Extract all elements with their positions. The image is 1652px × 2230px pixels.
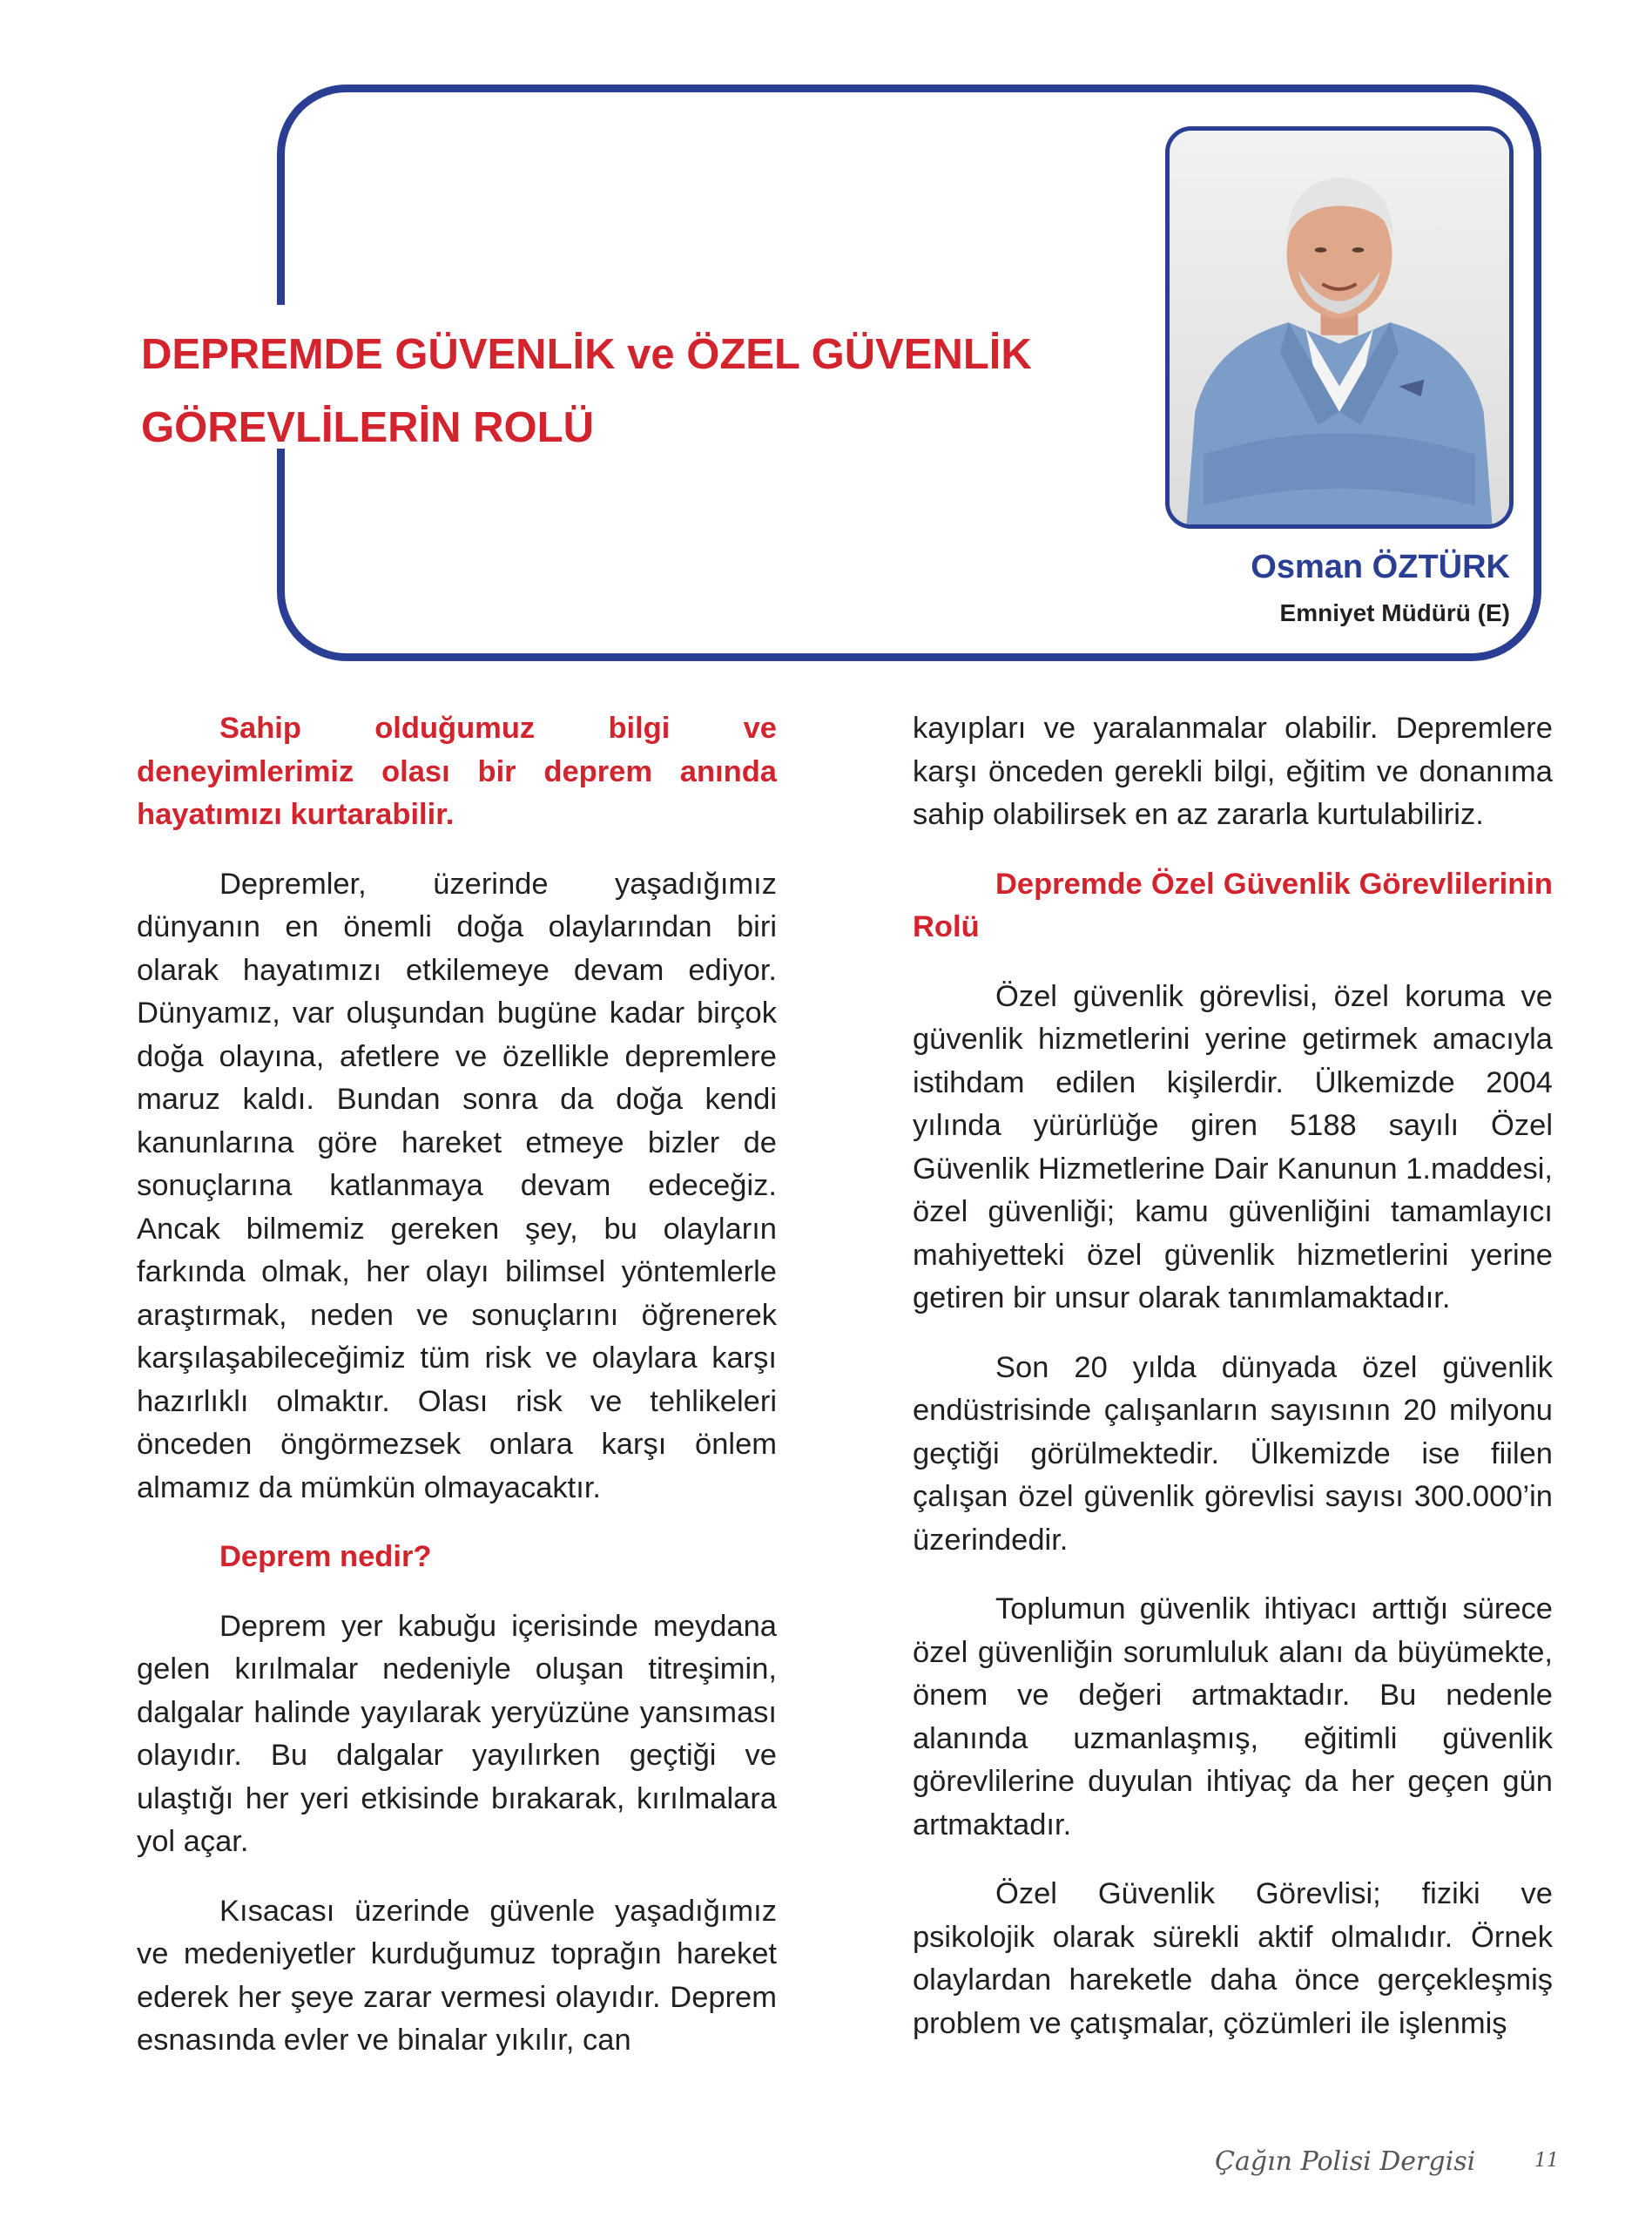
author-portrait-icon: [1170, 131, 1509, 524]
body-paragraph: Deprem yer kabuğu içerisinde meydana gelen kırılmalar nedeniyle oluşan titreşimin, dalgalar halinde yayılarak yeryüzüne yansıması olayıdır. Bu dalgalar yayılırken geçtiği ve ulaştığı her yeri etkisinde bırakarak, kırılmalara yol açar.: [137, 1609, 777, 1858]
article-title: DEPREMDE GÜVENLİK ve ÖZEL GÜVENLİK GÖREVLİLERİN ROLÜ: [141, 331, 1032, 451]
body-paragraph: Kısacası üzerinde güvenle yaşadığımız ve medeniyetler kurduğumuz toprağın hareket ederek her şeye zarar vermesi olayıdır. Deprem esnasında evler ve binalar yıkılır, can: [137, 1894, 777, 2057]
section-heading: Depremde Özel Güvenlik Görevlilerinin Rolü: [913, 867, 1553, 943]
body-paragraph: Son 20 yılda dünyada özel güvenlik endüstrisinde çalışanların sayısının 20 milyonu geçtiği görülmektedir. Ülkemizde ise fiilen çalışan özel güvenlik görevlisi sayısı 300.000’in üzerindedir.: [913, 1350, 1553, 1557]
author-photo: [1165, 126, 1514, 529]
body-paragraph: Özel Güvenlik Görevlisi; fiziki ve psikolojik olarak sürekli aktif olmalıdır. Örnek olaylardan hareketle daha önce gerçekleşmiş problem ve çatışmalar, çözümleri ile işlenmiş: [913, 1877, 1553, 2040]
body-paragraph: Depremler, üzerinde yaşadığımız dünyanın en önemli doğa olaylarından biri olarak hayatımızı etkilemeye devam ediyor. Dünyamız, var oluşundan bugüne kadar birçok doğa olayına, afetlere ve özellikle depremlere maruz kaldı. Bundan sonra da doğa kendi kanunlarına göre hareket etmeye bizler de sonuçlarına katlanmaya devam edeceğiz. Ancak bilmemiz gereken şey, bu olayların farkında olmak, her olayı bilimsel yöntemlerle araştırmak, neden ve sonuçlarını öğrenerek karşılaşabileceğimiz tüm risk ve olaylara karşı hazırlıklı olmaktır. Olası risk ve tehlikeleri önceden öngörmezsek onlara karşı önlem almamız da mümkün olmayacaktır.: [137, 867, 777, 1504]
author-role: Emniyet Müdürü (E): [1279, 599, 1510, 626]
body-paragraph: Toplumun güvenlik ihtiyacı arttığı sürece özel güvenliğin sorumluluk alanı da büyümekte, önem ve değeri artmaktadır. Bu nedenle alanında uzmanlaşmış, eğitimli güvenlik görevlilerine duyulan ihtiyaç da her geçen gün artmaktadır.: [913, 1592, 1553, 1841]
body-paragraph: Özel güvenlik görevlisi, özel koruma ve güvenlik hizmetlerini yerine getirmek amacıyla istihdam edilen kişilerdir. Ülkemizde 2004 yılında yürürlüğe giren 5188 sayılı Özel Güvenlik Hizmetlerine Dair Kanunun 1.maddesi, özel güvenliği; kamu güvenliğini tamamlayıcı mahiyetteki özel güvenlik hizmetlerini yerine getiren bir unsur olarak tanımlamaktadır.: [913, 979, 1553, 1314]
section-heading: Deprem nedir?: [219, 1540, 432, 1573]
magazine-name: Çağın Polisi Dergisi: [1215, 2146, 1476, 2177]
page-number: 11: [1534, 2150, 1559, 2172]
left-column: [137, 707, 777, 2089]
author-name: Osman ÖZTÜRK: [1251, 549, 1510, 585]
body-paragraph: kayıpları ve yaralanmalar olabilir. Depremlere karşı önceden gerekli bilgi, eğitim ve donanıma sahip olabilirsek en az zararla kurtulabiliriz.: [913, 712, 1553, 831]
lead-paragraph: Sahip olduğumuz bilgi ve deneyimlerimiz olası bir deprem anında hayatımızı kurtarabilir.: [137, 712, 777, 831]
right-column: [913, 707, 1553, 2071]
